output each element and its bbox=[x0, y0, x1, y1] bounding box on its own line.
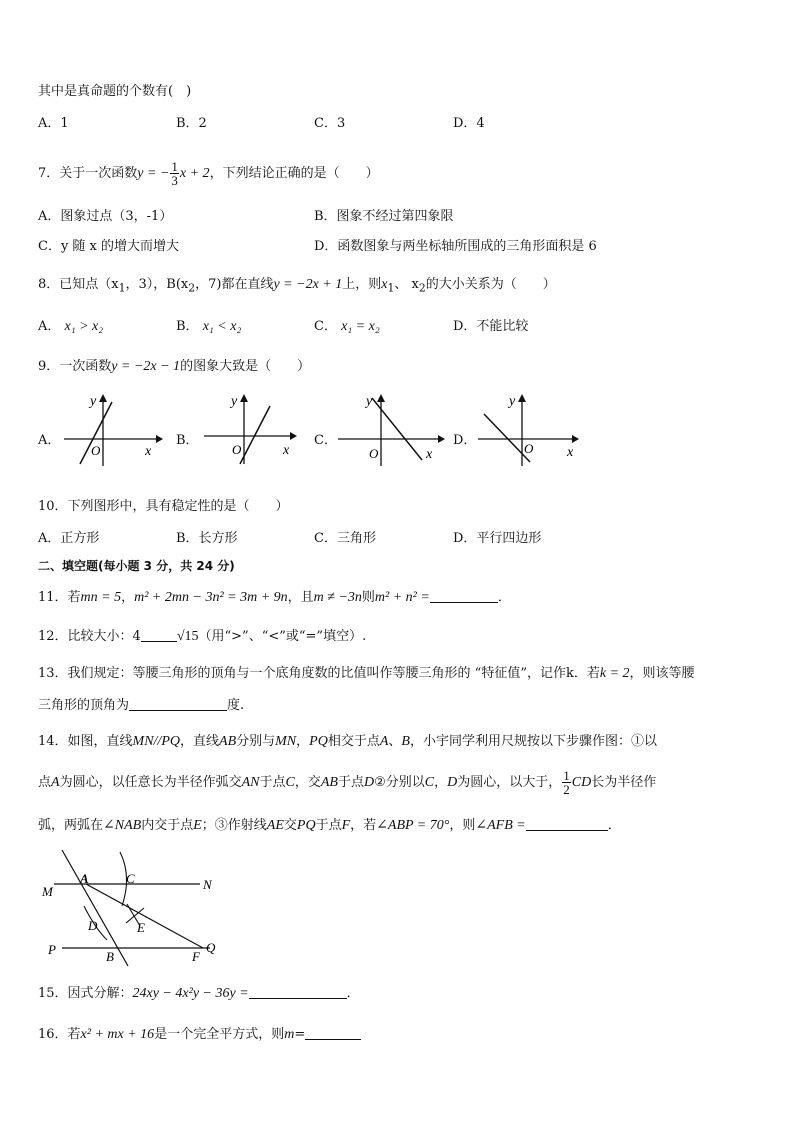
section-heading: 二、填空题(每小题 3 分，共 24 分) bbox=[38, 559, 235, 573]
q14-geometry-figure bbox=[40, 846, 230, 970]
q8-option-c: C． x₁ = x₂ bbox=[314, 319, 380, 334]
answer-blank[interactable] bbox=[141, 627, 177, 642]
svg-text:O: O bbox=[524, 441, 534, 456]
svg-text:x: x bbox=[426, 447, 433, 462]
svg-text:x: x bbox=[283, 443, 290, 458]
svg-text:Q: Q bbox=[206, 940, 216, 955]
q6-option-d: D．4 bbox=[453, 116, 485, 131]
q7-option-a: A．图象过点（3，-1） bbox=[38, 209, 173, 224]
svg-text:P: P bbox=[48, 942, 56, 957]
q7-option-b: B．图象不经过第四象限 bbox=[314, 209, 454, 224]
q10-option-b: B．长方形 bbox=[176, 531, 238, 546]
svg-text:C: C bbox=[126, 871, 135, 886]
q6-option-a: A．1 bbox=[38, 116, 69, 131]
q15-question: 15．因式分解：24xy − 4x²y − 36y = ． bbox=[38, 986, 360, 1001]
svg-text:y: y bbox=[231, 394, 238, 409]
svg-text:y: y bbox=[509, 394, 516, 409]
svg-text:y: y bbox=[366, 394, 373, 409]
q6-text: 其中是真命题的个数有( ) bbox=[38, 84, 192, 99]
answer-blank[interactable] bbox=[129, 696, 227, 711]
svg-text:B: B bbox=[106, 949, 114, 964]
fraction-one-half: $\frac{1}{2}$ bbox=[563, 768, 570, 797]
q9-option-a: A． bbox=[38, 433, 61, 448]
q10-option-a: A．正方形 bbox=[38, 531, 100, 546]
q8-option-d: D．不能比较 bbox=[453, 319, 529, 334]
q9-graph-a bbox=[60, 388, 165, 468]
q9-option-d: D． bbox=[453, 433, 477, 448]
answer-blank[interactable] bbox=[249, 984, 347, 999]
answer-blank[interactable] bbox=[305, 1025, 361, 1040]
q7-option-c: C．y 随 x 的增大而增大 bbox=[38, 239, 180, 254]
fraction-one-third: $\frac{1}{3}$ bbox=[171, 159, 178, 188]
svg-text:E: E bbox=[137, 920, 145, 935]
q8-question: 8．已知点（$x_1$，3），$B(x_2$，7)都在直线y = −2x + 1上，则$x_1$、 $x_2$的大小关系为（ ） bbox=[38, 277, 556, 295]
svg-text:x: x bbox=[567, 445, 574, 460]
q13-line-1: 13．我们规定：等腰三角形的顶角与一个底角度数的比值叫作等腰三角形的 “特征值”，记作k．若k = 2，则该等腰 bbox=[38, 666, 695, 681]
q14-line-2: 点A为圆心，以任意长为半径作弧交AN于点C，交AB于点D②分别以C，D为圆心，以大于， $\frac{1}{2}$ CD长为半径作 bbox=[38, 768, 657, 797]
q10-option-d: D．平行四边形 bbox=[453, 531, 542, 546]
svg-text:A: A bbox=[80, 871, 89, 886]
svg-text:F: F bbox=[192, 949, 200, 964]
svg-text:x: x bbox=[145, 444, 152, 459]
svg-text:O: O bbox=[232, 442, 242, 457]
q12-question: 12．比较大小：4 √15（用“>”、“<”或“=”填空）. bbox=[38, 629, 367, 644]
svg-text:N: N bbox=[203, 877, 212, 892]
q9-question: 9．一次函数y = −2x − 1的图象大致是（ ） bbox=[38, 359, 311, 374]
q13-line-2: 三角形的顶角为 度. bbox=[38, 698, 245, 713]
svg-text:O: O bbox=[91, 443, 101, 458]
q9-option-b: B． bbox=[176, 433, 199, 448]
q6-option-c: C．3 bbox=[314, 116, 346, 131]
answer-blank[interactable] bbox=[526, 816, 608, 831]
q10-question: 10．下列图形中，具有稳定性的是（ ） bbox=[38, 499, 289, 514]
q6-option-b: B．2 bbox=[176, 116, 207, 131]
q9-graph-d bbox=[474, 388, 584, 468]
q7-question: 7．关于一次函数y = − $\frac{1}{3}$ x + 2，下列结论正确的是（ ） bbox=[38, 159, 379, 188]
q16-question: 16．若x² + mx + 16是一个完全平方式，则m= bbox=[38, 1025, 361, 1044]
q7-option-d: D．函数图象与两坐标轴所围成的三角形面积是 6 bbox=[314, 239, 597, 254]
q9-graph-b bbox=[200, 388, 300, 468]
svg-text:O: O bbox=[369, 446, 379, 461]
q9-graph-c bbox=[334, 388, 449, 468]
answer-blank[interactable] bbox=[430, 588, 498, 603]
q8-option-b: B． x₁ < x₂ bbox=[176, 319, 242, 334]
q9-option-c: C． bbox=[314, 433, 337, 448]
q8-option-a: A． x₁ > x₂ bbox=[38, 319, 104, 334]
svg-text:D: D bbox=[88, 918, 98, 933]
q14-line-1: 14．如图，直线MN//PQ，直线AB分别与MN，PQ相交于点A、B，小宇同学利用尺规按以下步骤作图：①以 bbox=[38, 734, 657, 749]
q11-question: 11．若mn = 5，m² + 2mn − 3n² = 3m + 9n，且m ≠ −3n则m² + n² = ． bbox=[38, 590, 511, 605]
q10-option-c: C．三角形 bbox=[314, 531, 376, 546]
q14-line-3: 弧，两弧在∠NAB内交于点E；③作射线AE交PQ于点F，若∠ABP = 70°，则∠AFB = ． bbox=[38, 818, 621, 833]
svg-text:M: M bbox=[42, 884, 53, 899]
svg-text:y: y bbox=[90, 394, 97, 409]
